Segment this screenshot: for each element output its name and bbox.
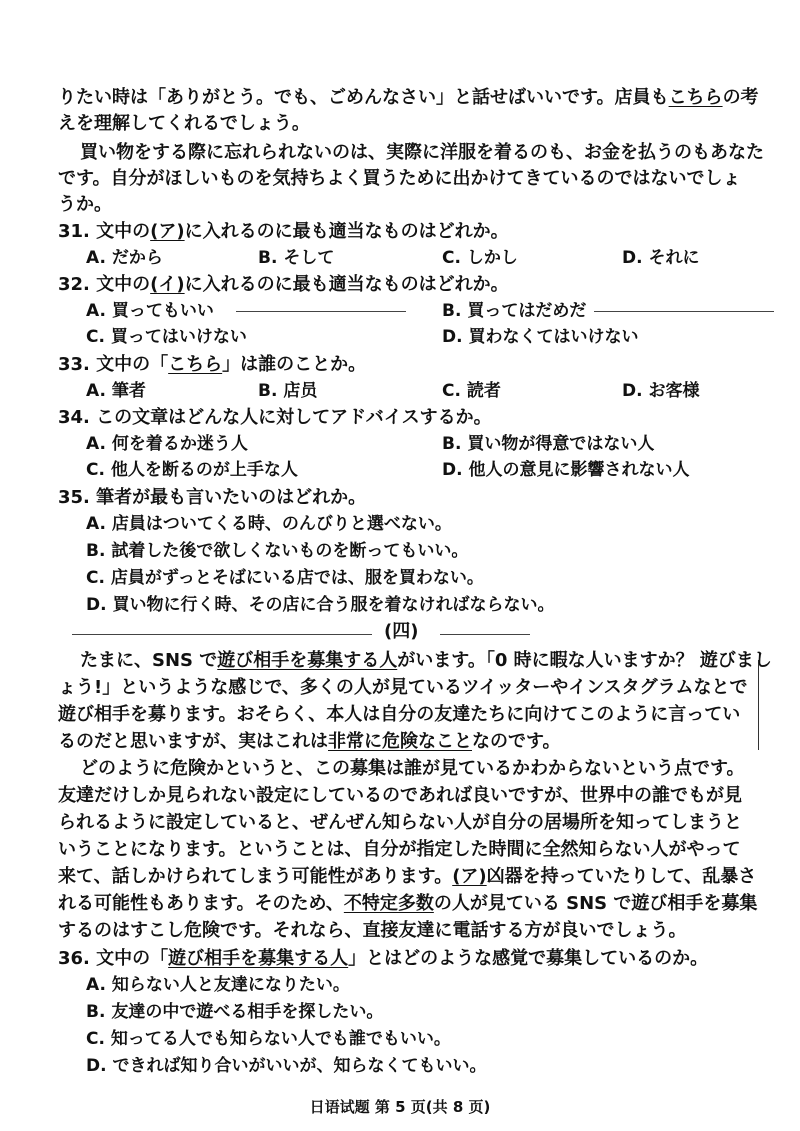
passage-line: [58, 729, 561, 755]
stem-text: に入れるのに最も適当なものはどれか。: [184, 274, 509, 295]
passage-line: 買い物をする際に忘れられないのは、実際に洋服を着るのも、お金を払うのもあなた: [80, 142, 764, 163]
passage-text: がいます。「0 時に暇な人いますか？ 遊びまし: [397, 650, 772, 671]
scan-line: [594, 311, 774, 312]
q32-option-d: D. 買わなくてはいけない: [442, 327, 639, 347]
passage-text: 凶器を持っていたりして、乱暴さ: [486, 866, 757, 887]
blank-marker: (ア): [452, 866, 487, 887]
stem-text: 33. 文中の「: [58, 354, 169, 375]
q35-option-d: D. 買い物に行く時、その店に合う服を着なければならない。: [86, 595, 555, 615]
blank-marker: (ア): [150, 221, 185, 242]
underlined-term: 遊び相手を募集する人: [168, 948, 349, 969]
stem-text: に入れるのに最も適当なものはどれか。: [184, 221, 509, 242]
q35-option-a: A. 店員はついてくる時、のんびりと選べない。: [86, 514, 452, 534]
q36-option-b: B. 友達の中で遊べる相手を探したい。: [86, 1002, 384, 1022]
q34-option-a: A. 何を着るか迷う人: [86, 434, 248, 454]
heading-rule-right: [440, 634, 530, 635]
passage-line: えを理解してくれるでしょう。: [58, 113, 310, 134]
q34-option-c: C. 他人を断るのが上手な人: [86, 460, 298, 480]
section-4-heading: (四): [384, 621, 419, 642]
underlined-term: こちら: [668, 87, 723, 108]
q34-option-b: B. 買い物が得意ではない人: [442, 434, 655, 454]
heading-rule-left: [72, 634, 372, 635]
passage-line: です。自分がほしいものを気持ちよく買うために出かけてきているのではないでしょ: [58, 168, 741, 189]
passage-line: [58, 85, 759, 111]
q33-option-a: A. 筆者: [86, 381, 146, 401]
passage-line: 遊び相手を募ります。おそらく、本人は自分の友達たちに向けてこのように言ってい: [58, 704, 741, 725]
question-33-stem: [58, 352, 366, 378]
passage-line: [58, 864, 756, 890]
passage-line: うか。: [58, 194, 112, 215]
stem-text: 」は誰のことか。: [222, 354, 367, 375]
underlined-term: 非常に危険なこと: [328, 731, 472, 752]
q32-option-a: A. 買ってもいい: [86, 301, 214, 321]
q36-option-a: A. 知らない人と友達になりたい。: [86, 975, 350, 995]
passage-text: の考: [722, 87, 759, 108]
q35-option-b: B. 試着した後で欲しくないものを断ってもいい。: [86, 541, 469, 561]
passage-text: りたい時は「ありがとう。でも、ごめんなさい」と話せばいいです。店員も: [58, 87, 669, 108]
passage-text: なのです。: [472, 731, 561, 752]
stem-text: 36. 文中の「: [58, 948, 169, 969]
passage-line: 友達だけしか見られない設定にしているのであれば良いですが、世界中の誰でもが見: [58, 785, 742, 806]
q35-option-c: C. 店員がずっとそばにいる店では、服を買わない。: [86, 568, 484, 588]
stem-text: 」とはどのような感覚で募集しているのか。: [348, 948, 709, 969]
stem-text: 32. 文中の: [58, 274, 151, 295]
underlined-term: こちら: [168, 354, 223, 375]
passage-text: 来て、話しかけられてしまう可能性があります。: [58, 866, 453, 887]
q34-option-d: D. 他人の意見に影響されない人: [442, 460, 690, 480]
q32-option-b: B. 買ってはだめだ: [442, 301, 587, 321]
q33-option-d: D. お客様: [622, 381, 700, 401]
q32-option-c: C. 買ってはいけない: [86, 327, 247, 347]
passage-text: の人が見ている SNS で遊び相手を募集: [433, 893, 758, 914]
passage-line: られるように設定していると、ぜんぜん知らない人が自分の居場所を知ってしまうと: [58, 812, 742, 833]
blank-marker: (イ): [150, 274, 185, 295]
question-34-stem: 34. この文章はどんな人に対してアドバイスするか。: [58, 407, 492, 428]
q33-option-b: B. 店员: [258, 381, 318, 401]
q31-option-d: D. それに: [622, 248, 700, 268]
underlined-term: 遊び相手を募集する人: [217, 650, 398, 671]
question-35-stem: 35. 筆者が最も言いたいのはどれか。: [58, 487, 367, 508]
passage-text: たまに、SNS で: [80, 650, 218, 671]
passage-text: るのだと思いますが、実はこれは: [58, 731, 328, 752]
passage-line: [58, 891, 757, 917]
scan-line: [236, 311, 406, 312]
question-36-stem: [58, 946, 708, 972]
q31-option-a: A. だから: [86, 248, 163, 268]
stem-text: 31. 文中の: [58, 221, 151, 242]
q36-option-d: D. できれば知り合いがいいが、知らなくてもいい。: [86, 1056, 487, 1076]
page-footer: 日语试题 第 5 页(共 8 页): [309, 1098, 491, 1116]
q33-option-c: C. 読者: [442, 381, 501, 401]
underlined-term: 不特定多数: [343, 893, 434, 914]
question-31-stem: [58, 219, 509, 245]
q36-option-c: C. 知ってる人でも知らない人でも誰でもいい。: [86, 1029, 451, 1049]
passage-line: するのはすこし危険です。それなら、直接友達に電話する方が良いでしょう。: [58, 920, 687, 941]
passage-line: [80, 648, 772, 674]
passage-line: どのように危険かというと、この募集は誰が見ているかわからないという点です。: [80, 758, 745, 779]
question-32-stem: [58, 272, 509, 298]
passage-text: れる可能性もあります。そのため、: [58, 893, 344, 914]
passage-line: いうことになります。ということは、自分が指定した時間に全然知らない人がやって: [58, 839, 741, 860]
q31-option-b: B. そして: [258, 248, 335, 268]
q31-option-c: C. しかし: [442, 248, 518, 268]
passage-line: ょう!」というような感じで、多くの人が見ているツイッターやインスタグラムなとで: [58, 677, 748, 698]
